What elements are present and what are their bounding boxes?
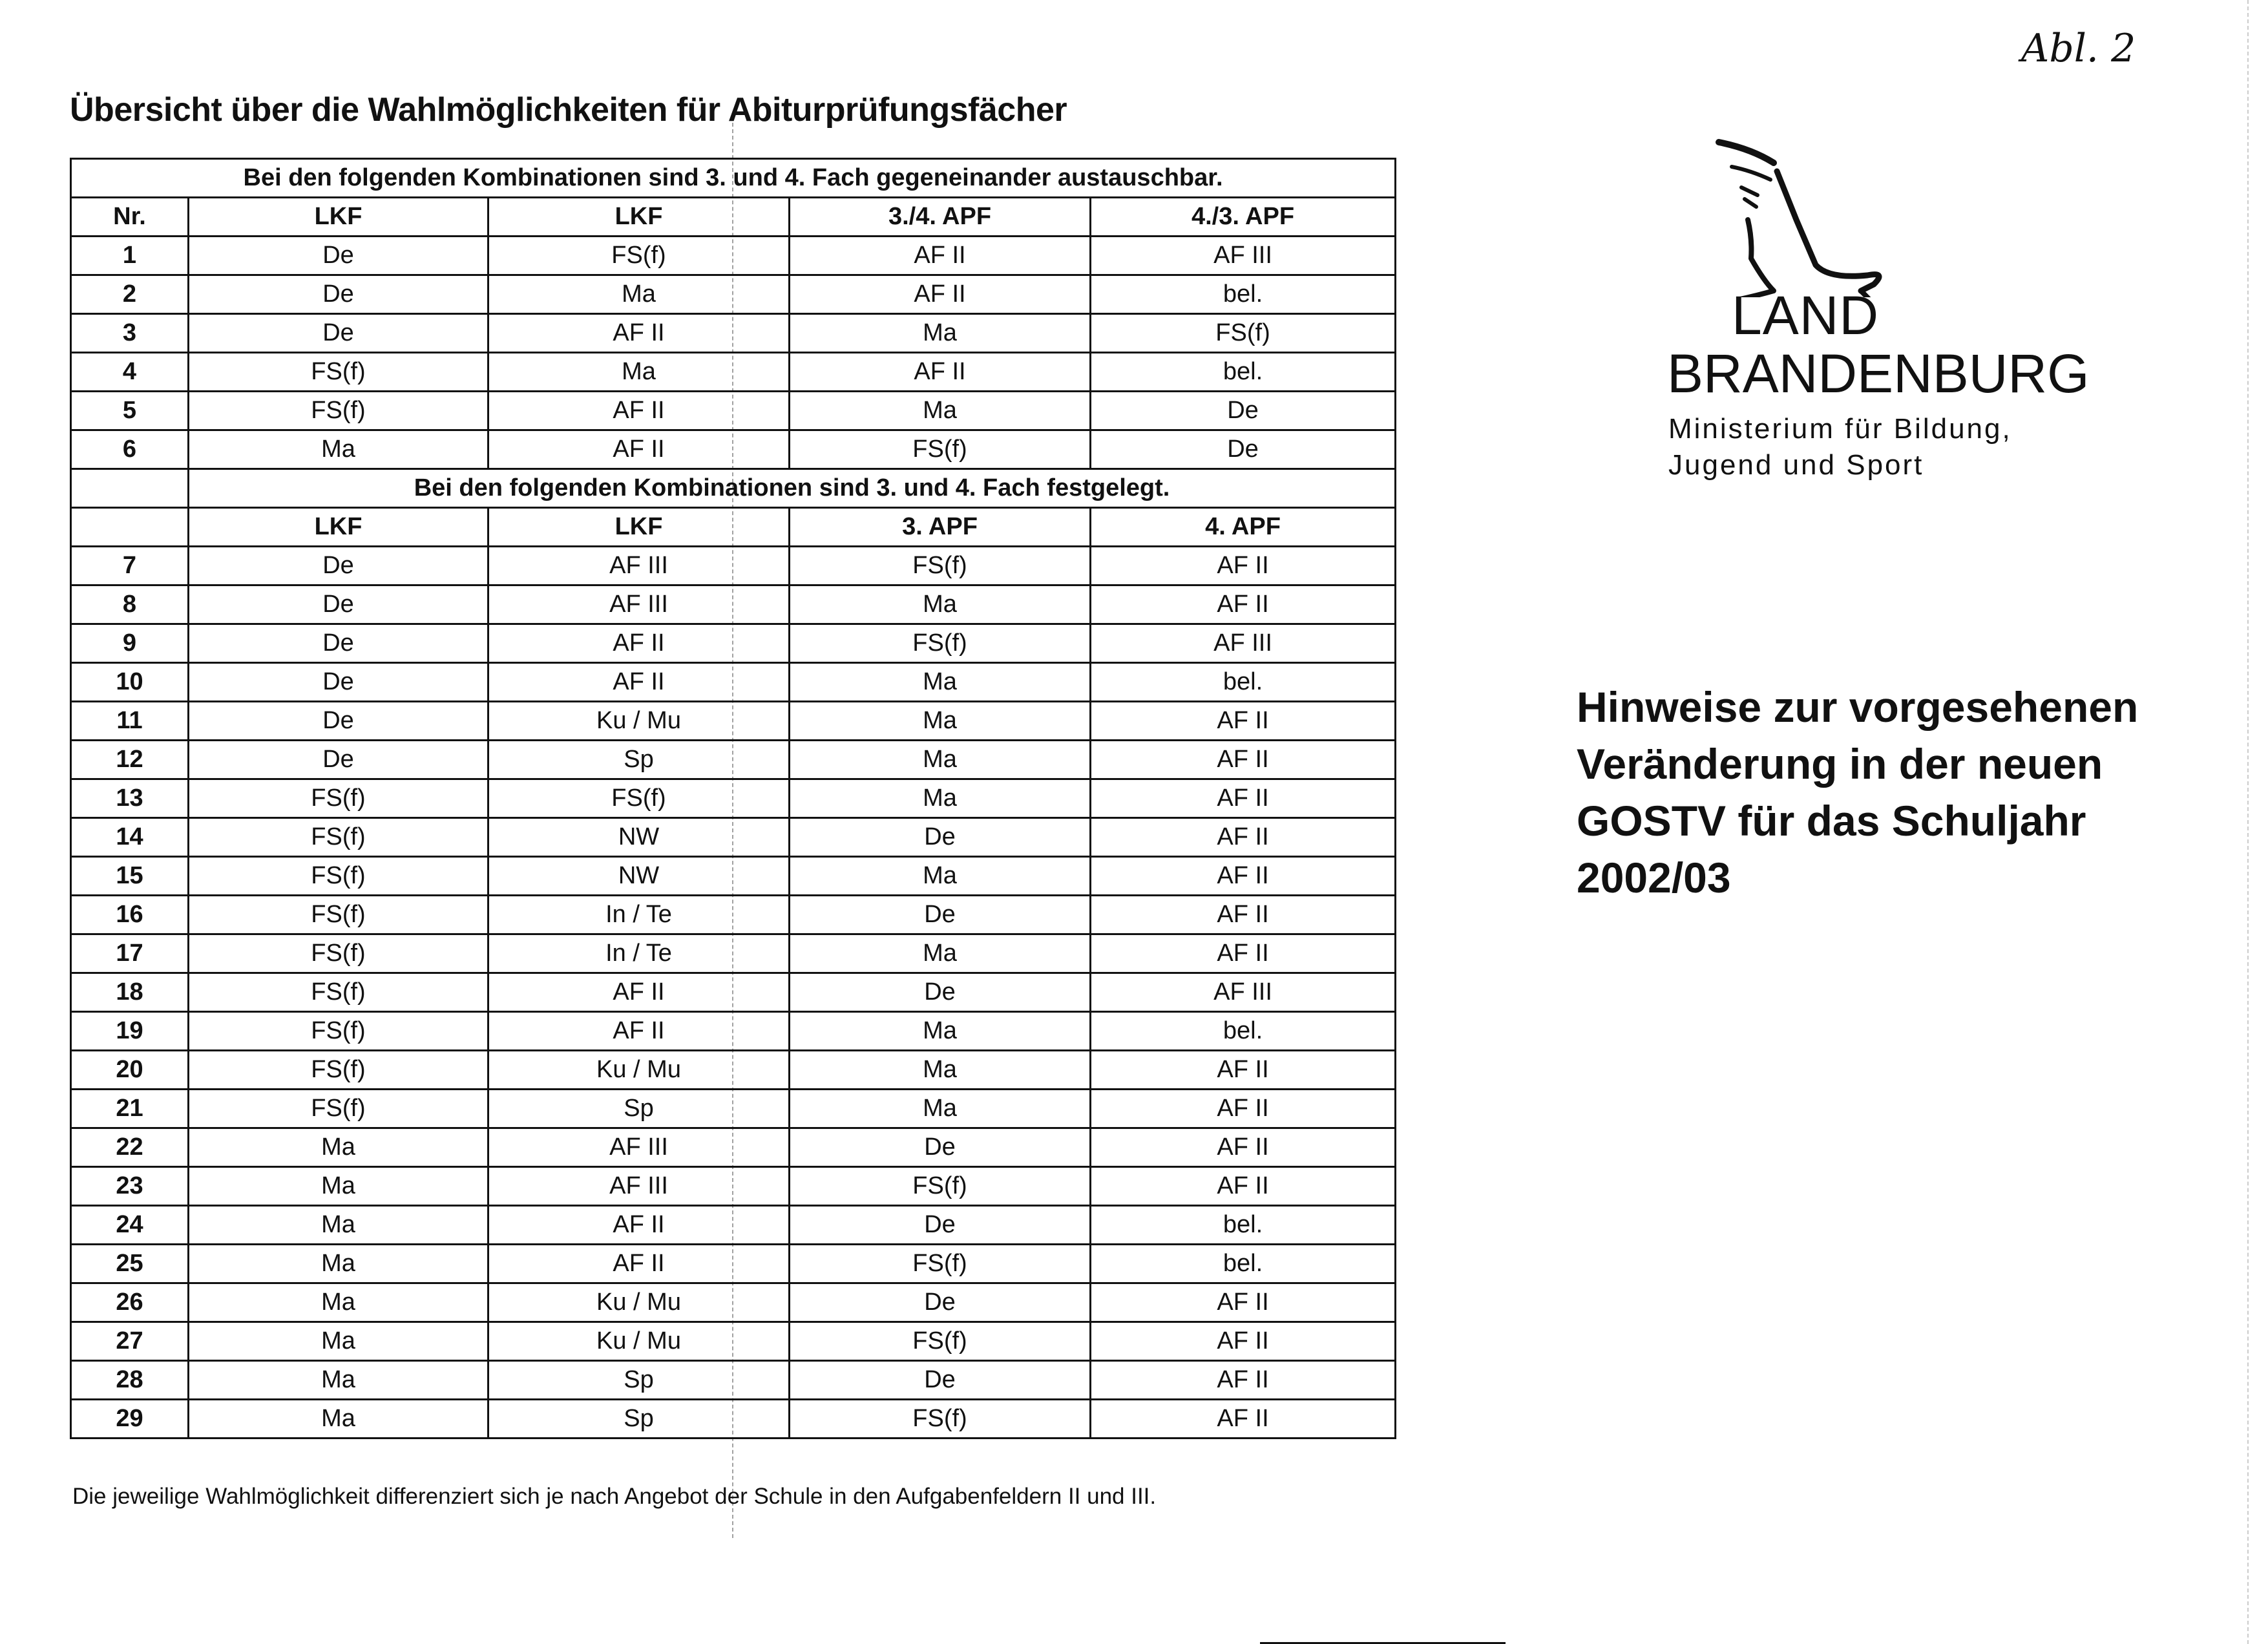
table-row [71, 237, 1396, 275]
table-cell: De [790, 896, 1091, 934]
row-number: 23 [71, 1167, 189, 1206]
options-table [70, 158, 1396, 1439]
table-row [71, 1012, 1396, 1051]
table-cell: FS(f) [189, 1051, 488, 1090]
table-cell: AF II [488, 624, 790, 663]
table-cell: NW [488, 818, 790, 857]
section-caption-row [71, 159, 1396, 198]
row-number: 6 [71, 430, 189, 469]
table-cell: De [189, 585, 488, 624]
row-number: 3 [71, 314, 189, 353]
row-number: 26 [71, 1283, 189, 1322]
table-cell: AF II [1091, 1090, 1396, 1128]
table-row [71, 818, 1396, 857]
table-cell: FS(f) [189, 973, 488, 1012]
table-cell: Ma [790, 741, 1091, 779]
row-number: 7 [71, 547, 189, 585]
table-cell: NW [488, 857, 790, 896]
table-cell: AF II [1091, 585, 1396, 624]
headline-line-1: Hinweise zur vorgesehenen [1577, 683, 2139, 731]
table-cell: AF II [1091, 1128, 1396, 1167]
row-number: 8 [71, 585, 189, 624]
headline-line-3: GOSTV für das Schuljahr [1577, 797, 2086, 845]
table-row [71, 973, 1396, 1012]
table-cell: Ku / Mu [488, 1322, 790, 1361]
table-cell: AF II [1091, 547, 1396, 585]
logo-land-text: LAND [1732, 285, 1880, 346]
table-cell: De [790, 973, 1091, 1012]
table-cell: De [189, 624, 488, 663]
document-headline [1577, 679, 2138, 906]
table-cell: FS(f) [189, 392, 488, 430]
table-cell: AF II [1091, 1283, 1396, 1322]
table-cell: FS(f) [790, 1322, 1091, 1361]
table-cell: AF II [488, 973, 790, 1012]
table-cell: De [189, 702, 488, 741]
table-cell: Ku / Mu [488, 1051, 790, 1090]
table-cell: Ma [790, 1051, 1091, 1090]
header-row [71, 508, 1396, 547]
table-row [71, 702, 1396, 741]
table-cell: FS(f) [790, 1167, 1091, 1206]
table-cell: AF II [1091, 702, 1396, 741]
header-cell: Nr. [71, 198, 189, 237]
table-cell: FS(f) [189, 779, 488, 818]
row-number: 24 [71, 1206, 189, 1245]
section-caption-row [71, 469, 1396, 508]
row-number: 12 [71, 741, 189, 779]
table-cell: AF III [1091, 973, 1396, 1012]
table-cell: Ma [189, 1322, 488, 1361]
table-cell: AF III [1091, 237, 1396, 275]
table-row [71, 1245, 1396, 1283]
logo-brandenburg-text: BRANDENBURG [1667, 343, 2090, 404]
table-cell: De [189, 547, 488, 585]
table-cell: Ma [790, 392, 1091, 430]
table-row [71, 741, 1396, 779]
table-row [71, 392, 1396, 430]
table-cell: AF III [1091, 624, 1396, 663]
table-cell: FS(f) [189, 1012, 488, 1051]
row-number: 20 [71, 1051, 189, 1090]
table-cell: AF III [488, 1167, 790, 1206]
table-cell: De [790, 1361, 1091, 1400]
table-cell: FS(f) [790, 547, 1091, 585]
table-row [71, 896, 1396, 934]
header-cell: 4./3. APF [1091, 198, 1396, 237]
table-cell: De [1091, 392, 1396, 430]
row-number: 10 [71, 663, 189, 702]
table-row [71, 1322, 1396, 1361]
table-row [71, 779, 1396, 818]
table-cell: Ma [790, 663, 1091, 702]
table-cell: Ma [189, 430, 488, 469]
table-cell: Ma [790, 1012, 1091, 1051]
table-cell: AF III [488, 585, 790, 624]
table-cell: Ma [189, 1283, 488, 1322]
table-cell: Sp [488, 1361, 790, 1400]
table-cell: FS(f) [488, 779, 790, 818]
header-cell: LKF [488, 198, 790, 237]
row-number: 16 [71, 896, 189, 934]
table-cell: FS(f) [1091, 314, 1396, 353]
table-cell: AF II [488, 314, 790, 353]
header-cell: LKF [189, 508, 488, 547]
table-cell: Ma [189, 1245, 488, 1283]
row-number: 22 [71, 1128, 189, 1167]
table-cell: FS(f) [189, 857, 488, 896]
table-cell: AF II [488, 1245, 790, 1283]
row-number: 25 [71, 1245, 189, 1283]
table-cell: Ma [790, 857, 1091, 896]
table-cell: AF II [1091, 857, 1396, 896]
table-cell: In / Te [488, 896, 790, 934]
headline-line-2: Veränderung in der neuen [1577, 740, 2103, 788]
row-number: 15 [71, 857, 189, 896]
row-number: 14 [71, 818, 189, 857]
table-cell: FS(f) [790, 624, 1091, 663]
row-number: 18 [71, 973, 189, 1012]
row-number: 17 [71, 934, 189, 973]
headline-line-4: 2002/03 [1577, 854, 1731, 901]
table-cell: De [790, 1206, 1091, 1245]
table-cell: De [790, 1128, 1091, 1167]
table-cell: FS(f) [790, 1245, 1091, 1283]
table-cell: Ku / Mu [488, 1283, 790, 1322]
table-row [71, 1167, 1396, 1206]
section2-caption: Bei den folgenden Kombinationen sind 3. und 4. Fach festgelegt. [189, 469, 1396, 508]
table-cell: FS(f) [790, 430, 1091, 469]
table-cell: Ma [790, 934, 1091, 973]
table-row [71, 430, 1396, 469]
table-cell: Ma [189, 1128, 488, 1167]
table-cell: De [189, 663, 488, 702]
table-cell: AF II [790, 237, 1091, 275]
table-row [71, 1400, 1396, 1438]
table-cell: FS(f) [189, 896, 488, 934]
table-cell: Ku / Mu [488, 702, 790, 741]
table-row [71, 1206, 1396, 1245]
table-cell: FS(f) [488, 237, 790, 275]
table-cell: bel. [1091, 1012, 1396, 1051]
eagle-icon [1654, 90, 1938, 300]
header-cell: LKF [189, 198, 488, 237]
table-cell: bel. [1091, 275, 1396, 314]
table-cell: Sp [488, 1090, 790, 1128]
table-cell: De [189, 237, 488, 275]
document-title: Übersicht über die Wahlmöglichkeiten für Abiturprüfungsfächer [70, 91, 1067, 129]
header-cell: 3./4. APF [790, 198, 1091, 237]
row-number: 4 [71, 353, 189, 392]
table-cell: Ma [790, 1090, 1091, 1128]
table-cell: Ma [790, 585, 1091, 624]
table-cell: In / Te [488, 934, 790, 973]
table-cell: AF II [1091, 1400, 1396, 1438]
table-cell: FS(f) [189, 353, 488, 392]
footnote: Die jeweilige Wahlmöglichkeit differenziert sich je nach Angebot der Schule in den Aufgabenfeldern II und III. [72, 1484, 1157, 1509]
table-cell: AF II [1091, 1167, 1396, 1206]
row-number: 21 [71, 1090, 189, 1128]
row-number: 1 [71, 237, 189, 275]
table-cell: AF II [1091, 1051, 1396, 1090]
table-cell: AF II [488, 1012, 790, 1051]
table-cell: FS(f) [189, 934, 488, 973]
table-cell: AF II [488, 430, 790, 469]
header-cell: LKF [488, 508, 790, 547]
row-number: 9 [71, 624, 189, 663]
table-cell: AF II [488, 663, 790, 702]
table-cell: De [790, 818, 1091, 857]
row-number: 29 [71, 1400, 189, 1438]
table-cell: AF III [488, 1128, 790, 1167]
table-row [71, 275, 1396, 314]
table-row [71, 1283, 1396, 1322]
table-cell: FS(f) [189, 1090, 488, 1128]
row-number: 13 [71, 779, 189, 818]
table-cell: bel. [1091, 353, 1396, 392]
table-cell: De [189, 275, 488, 314]
table-cell: De [790, 1283, 1091, 1322]
table-cell: De [1091, 430, 1396, 469]
table-cell: AF II [488, 1206, 790, 1245]
table-cell: Ma [189, 1400, 488, 1438]
blank-cell [71, 469, 189, 508]
table-row [71, 857, 1396, 896]
row-number: 19 [71, 1012, 189, 1051]
header-row [71, 198, 1396, 237]
table-cell: bel. [1091, 1245, 1396, 1283]
table-cell: De [189, 741, 488, 779]
table-row [71, 314, 1396, 353]
ministry-name [1668, 411, 2012, 483]
row-number: 11 [71, 702, 189, 741]
table-cell: Sp [488, 741, 790, 779]
table-cell: Ma [488, 275, 790, 314]
row-number: 27 [71, 1322, 189, 1361]
row-number: 28 [71, 1361, 189, 1400]
table-row [71, 1090, 1396, 1128]
table-row [71, 1051, 1396, 1090]
table-row [71, 1128, 1396, 1167]
page-edge [2247, 0, 2250, 1644]
table-row [71, 663, 1396, 702]
table-row [71, 934, 1396, 973]
table-cell: Ma [790, 702, 1091, 741]
table-row [71, 353, 1396, 392]
table-row [71, 547, 1396, 585]
header-cell [71, 508, 189, 547]
table-cell: bel. [1091, 1206, 1396, 1245]
table-cell: Ma [189, 1206, 488, 1245]
table-cell: Ma [189, 1167, 488, 1206]
table-cell: Sp [488, 1400, 790, 1438]
table-cell: AF II [1091, 779, 1396, 818]
table-cell: Ma [189, 1361, 488, 1400]
header-cell: 4. APF [1091, 508, 1396, 547]
table-cell: FS(f) [790, 1400, 1091, 1438]
table-cell: AF II [1091, 1322, 1396, 1361]
table-cell: AF II [1091, 934, 1396, 973]
table-cell: Ma [790, 314, 1091, 353]
table-cell: AF II [790, 353, 1091, 392]
ministry-line-1: Ministerium für Bildung, [1668, 413, 2012, 445]
table-cell: AF II [790, 275, 1091, 314]
table-cell: AF III [488, 547, 790, 585]
table-cell: Ma [790, 779, 1091, 818]
table-row [71, 624, 1396, 663]
table-row [71, 585, 1396, 624]
table-cell: FS(f) [189, 818, 488, 857]
table-cell: Ma [488, 353, 790, 392]
section1-caption: Bei den folgenden Kombinationen sind 3. und 4. Fach gegeneinander austauschbar. [71, 159, 1396, 198]
row-number: 5 [71, 392, 189, 430]
row-number: 2 [71, 275, 189, 314]
table-row [71, 1361, 1396, 1400]
ministry-line-2: Jugend und Sport [1668, 449, 1924, 481]
table-cell: bel. [1091, 663, 1396, 702]
table-cell: AF II [1091, 741, 1396, 779]
table-cell: AF II [1091, 818, 1396, 857]
table-cell: AF II [1091, 1361, 1396, 1400]
table-cell: AF II [488, 392, 790, 430]
table-cell: De [189, 314, 488, 353]
header-cell: 3. APF [790, 508, 1091, 547]
handwritten-note: Abl. 2 [2021, 26, 2136, 71]
table-cell: AF II [1091, 896, 1396, 934]
